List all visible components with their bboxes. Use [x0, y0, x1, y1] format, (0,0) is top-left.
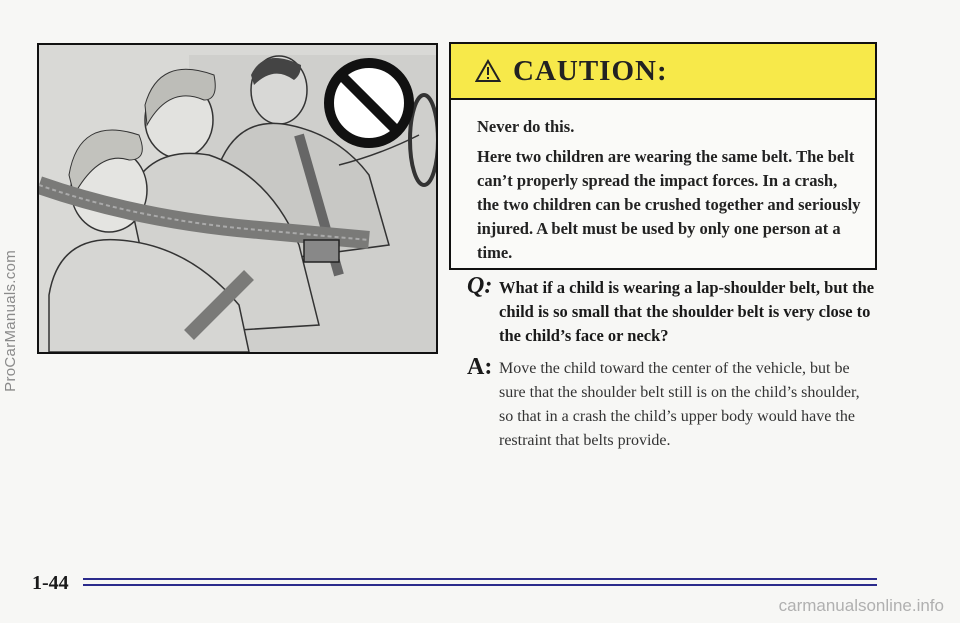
footer-rule — [83, 584, 877, 586]
answer-block — [467, 354, 877, 453]
caution-box — [449, 42, 877, 270]
seatbelt-illustration — [39, 45, 436, 352]
caution-line-1: Never do this. — [477, 117, 575, 136]
illustration-children-sharing-belt — [37, 43, 438, 354]
caution-header — [451, 44, 875, 100]
question-text: What if a child is wearing a lap-shoulder belt, but the child is so small that the shoulder belt is very close to the child’s face or neck? — [499, 278, 875, 345]
footer-rule — [83, 578, 877, 580]
page-number: 1-44 — [32, 572, 69, 594]
question-block — [467, 273, 877, 348]
prohibition-icon — [329, 63, 409, 143]
watermark-bottom: carmanualsonline.info — [778, 596, 944, 615]
question-mark: Q: — [467, 273, 493, 299]
caution-body — [451, 100, 875, 265]
answer-text: Move the child toward the center of the vehicle, but be sure that the shoulder belt still is on the child’s shoulder, so that in a crash the child’s upper body would have the restraint that belts provide. — [499, 360, 860, 449]
caution-line-2: Here two children are wearing the same belt. The belt can’t properly spread the impact forces. In a crash, the two children can be crushed together and seriously injured. A belt must be used by only one person at a time. — [477, 147, 861, 262]
warning-triangle-icon — [475, 59, 501, 83]
watermark-left: ProCarManuals.com — [2, 250, 19, 392]
caution-title: CAUTION: — [513, 54, 668, 87]
answer-mark: A: — [467, 354, 493, 380]
